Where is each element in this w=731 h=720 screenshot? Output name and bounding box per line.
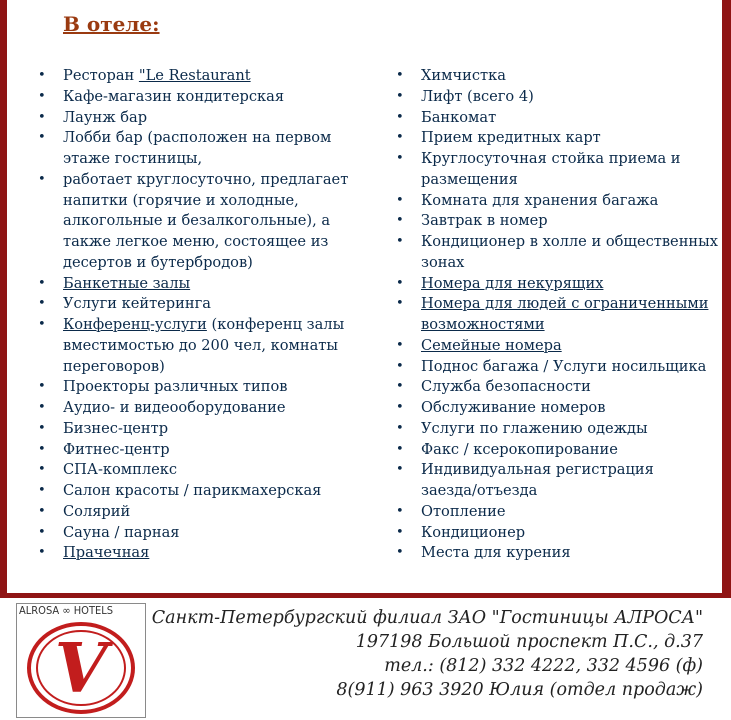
item-link[interactable]: Банкетные залы [63,274,191,292]
item-text: десертов и бутербродов) [63,253,253,271]
item-text: Аудио- и видеооборудование [63,399,286,416]
item-text: размещения [421,170,518,188]
list-item [421,440,731,461]
list-item-continuation [63,149,393,170]
list-item [421,128,731,149]
list-item [63,398,393,419]
item-text: Химчистка [421,67,506,84]
list-item [421,357,731,378]
phone-fax: тел.: (812) 332 4222, 332 4596 (ф) [384,656,703,676]
item-text: Круглосуточная стойка приема и [421,150,681,167]
item-text: вместимостью до 200 чел, комнаты [63,336,338,354]
list-item-continuation [63,253,393,274]
list-item [421,419,731,440]
item-text: заезда/отъезда [421,482,538,499]
list-item [421,211,731,232]
list-item [421,149,731,170]
list-item [63,502,393,523]
list-item-continuation [63,191,393,212]
contact-block [152,606,703,702]
item-text: Бизнес-центр [63,419,169,437]
hotel-logo [16,603,146,718]
list-item [421,191,731,212]
list-item[interactable] [63,66,393,87]
item-text: этаже гостиницы, [63,150,203,167]
item-text: Проекторы различных типов [63,378,288,396]
list-item [421,502,731,523]
list-item-continuation [63,336,393,357]
sales-contact: 8(911) 963 3920 Юлия (отдел продаж) [336,680,703,700]
list-item [63,419,393,440]
item-text: также легкое меню, состоящее из [63,233,329,250]
page-frame-left [0,0,7,593]
list-item [63,440,393,461]
item-text: Кондиционер в холле и общественных [421,233,718,250]
amenities-list-left [63,66,393,564]
address: 197198 Большой проспект П.С., д.37 [355,632,703,652]
logo-letter: V [54,629,108,709]
list-item [421,460,731,481]
list-item [63,460,393,481]
list-item [63,294,393,315]
item-text: алкогольные и безалкогольные), а [63,212,331,230]
item-text: Салон красоты / парикмахерская [63,482,322,499]
item-text: Банкомат [421,108,497,126]
list-item-continuation [63,357,393,378]
list-item-continuation [63,232,393,253]
item-text: Обслуживание номеров [421,399,606,416]
item-link[interactable]: возможностями [421,316,545,333]
logo-emblem-icon [21,618,141,716]
list-item[interactable] [63,274,393,295]
list-item [63,108,393,129]
list-item [63,170,393,191]
list-item [421,87,731,108]
item-text: Услуги по глажению одежды [421,419,648,437]
list-item-continuation [421,253,731,274]
item-text: Сауна / парная [63,523,180,541]
item-text: СПА-комплекс [63,461,178,479]
item-text: Служба безопасности [421,378,591,396]
list-item [421,108,731,129]
item-link[interactable]: "Le Restaurant [138,67,251,84]
list-item [421,543,731,564]
item-text: Солярий [63,502,131,520]
list-item [63,128,393,149]
list-item[interactable] [63,543,393,564]
item-text: Места для курения [421,544,571,562]
branch-name: Санкт-Петербургский филиал ЗАО "Гостиницы АЛРОСА" [151,608,703,628]
item-text: Отопление [421,502,506,520]
list-item [421,377,731,398]
page-title: В отеле: [63,12,160,36]
item-link[interactable]: Прачечная [63,544,150,562]
item-text: переговоров) [63,357,165,375]
list-item [421,232,731,253]
logo-brand-text: ALROSA ∞ HOTELS [19,604,114,617]
item-text: Кафе-магазин кондитерская [63,87,285,105]
list-item-continuation [421,481,731,502]
item-text: Завтрак в номер [421,212,548,230]
item-text: Индивидуальная регистрация [421,461,654,479]
item-text: Комната для хранения багажа [421,191,659,209]
amenities-list-right [421,66,731,564]
list-item-continuation [421,170,731,191]
item-text: Факс / ксерокопирование [421,440,618,458]
list-item[interactable] [63,315,393,336]
item-text: Ресторан [63,67,139,84]
item-text: Лобби бар (расположен на первом [63,129,332,147]
footer-banner [0,598,731,720]
list-item-continuation [63,211,393,232]
item-text: (конференц залы [206,316,345,333]
item-text: Лифт (всего 4) [421,87,534,105]
list-item-continuation[interactable] [421,315,731,336]
item-link[interactable]: Номера для некурящих [421,274,604,292]
item-text: зонах [421,253,465,271]
item-text: напитки (горячие и холодные, [63,191,299,209]
list-item [63,481,393,502]
item-text: Прием кредитных карт [421,129,601,147]
list-item[interactable] [421,336,731,357]
item-link[interactable]: Семейные номера [421,336,562,354]
list-item [63,87,393,108]
list-item [63,377,393,398]
list-item [421,398,731,419]
item-text: Кондиционер [421,523,526,541]
item-link[interactable]: Номера для людей с ограниченными [421,295,709,313]
list-item[interactable] [421,294,731,315]
item-text: Услуги кейтеринга [63,295,211,313]
item-text: Поднос багажа / Услуги носильщика [421,357,707,375]
list-item [421,66,731,87]
list-item [421,523,731,544]
list-item [63,523,393,544]
item-link[interactable]: Конференц-услуги [63,316,207,333]
item-text: работает круглосуточно, предлагает [63,170,349,188]
list-item[interactable] [421,274,731,295]
item-text: Лаунж бар [63,108,148,126]
item-text: Фитнес-центр [63,440,170,458]
